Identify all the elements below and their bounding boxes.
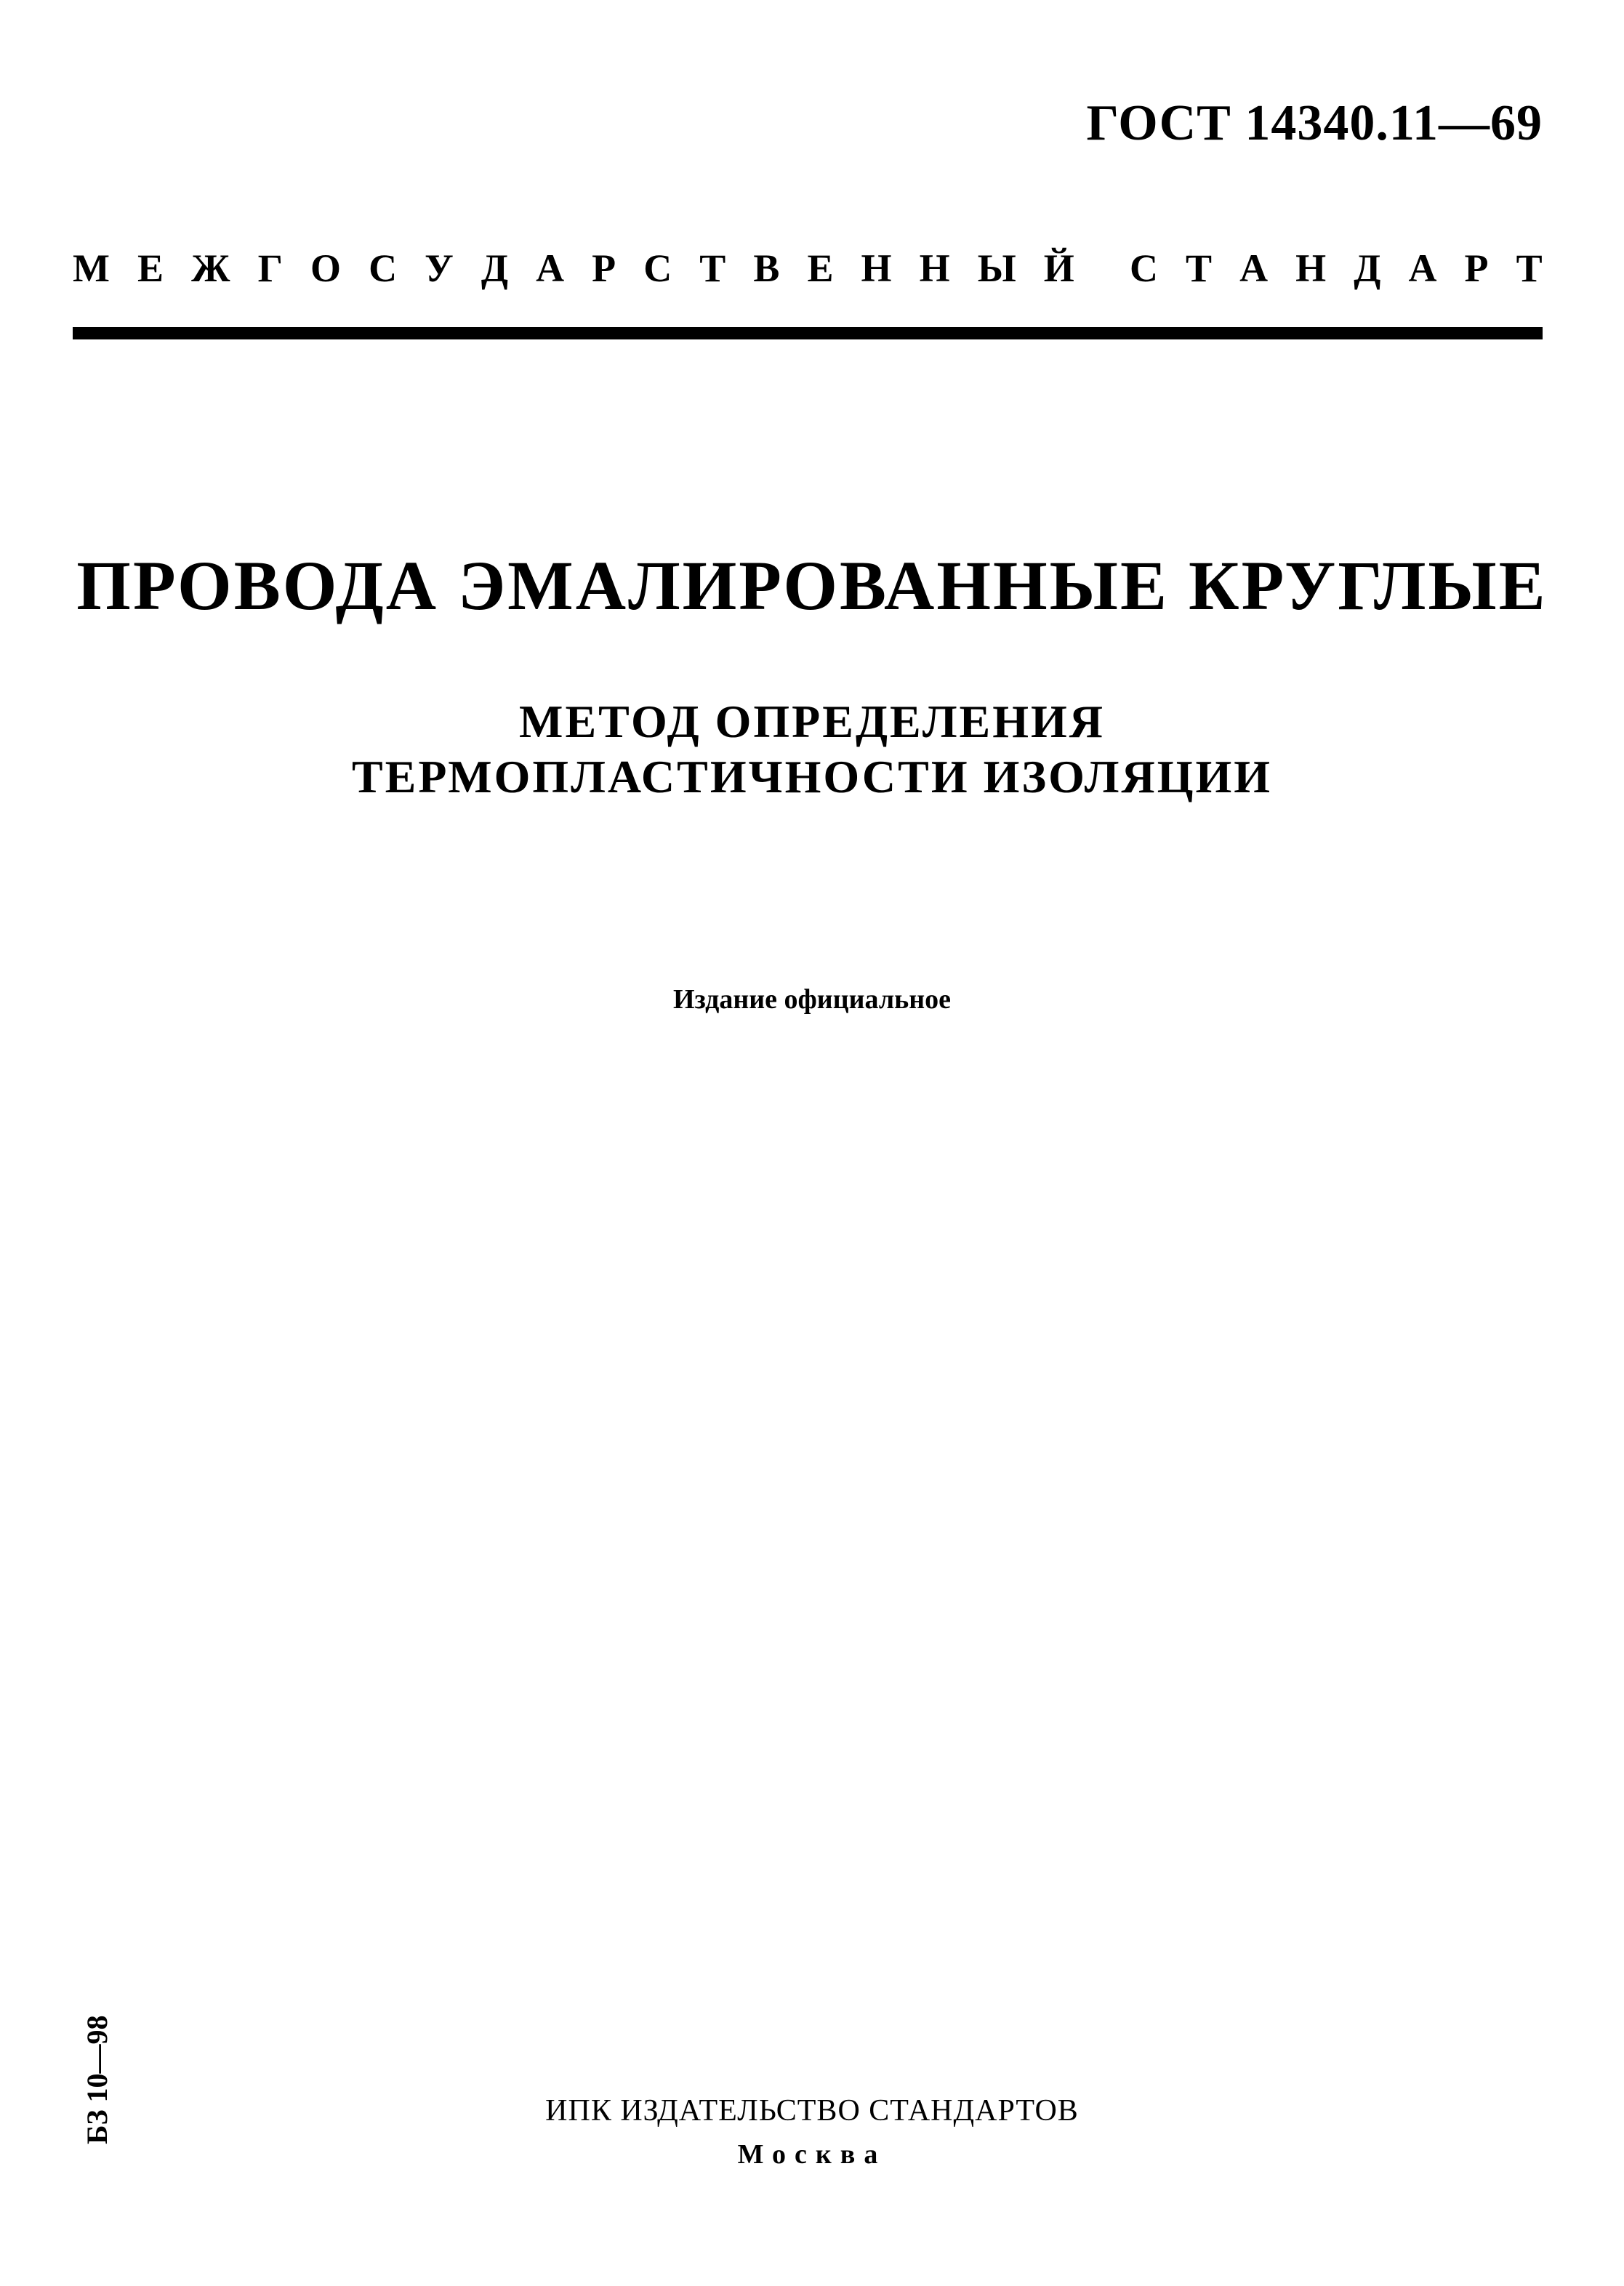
standard-type-letter: С	[643, 246, 672, 290]
standard-type-heading	[73, 246, 1543, 290]
standard-type-letter: Е	[137, 246, 164, 290]
page-subtitle	[0, 694, 1624, 805]
publisher-name: ИПК ИЗДАТЕЛЬСТВО СТАНДАРТОВ	[545, 2094, 1079, 2128]
standard-type-letter: Н	[861, 246, 892, 290]
standard-type-letter: Ж	[191, 246, 230, 290]
standard-type-letter: Й	[1043, 246, 1074, 290]
standard-type-letter: Р	[1464, 246, 1489, 290]
subtitle-line-1: МЕТОД ОПРЕДЕЛЕНИЯ	[519, 696, 1105, 747]
page-title: ПРОВОДА ЭМАЛИРОВАННЫЕ КРУГЛЫЕ	[76, 547, 1548, 624]
standard-type-letter: У	[425, 246, 454, 290]
standard-type-letter: Н	[1295, 246, 1327, 290]
standard-type-letter: С	[1129, 246, 1158, 290]
subtitle-line-2: ТЕРМОПЛАСТИЧНОСТИ ИЗОЛЯЦИИ	[351, 751, 1273, 802]
side-code: БЗ 10—98	[81, 2015, 113, 2144]
standard-type-letter: Р	[592, 246, 616, 290]
standard-type-letter: Г	[257, 246, 283, 290]
edition-label: Издание официальное	[672, 984, 951, 1015]
gost-code: ГОСТ 14340.11—69	[1086, 95, 1543, 151]
standard-type-letter: Д	[1354, 246, 1381, 290]
publisher-city: Москва	[737, 2139, 887, 2170]
standard-type-letter: Т	[1516, 246, 1543, 290]
standard-type-letter: О	[310, 246, 342, 290]
standard-type-letter: Ы	[977, 246, 1016, 290]
standard-type-letter: М	[73, 246, 110, 290]
standard-type-letter: А	[1239, 246, 1269, 290]
header-divider	[73, 327, 1543, 339]
standard-type-letter: Т	[699, 246, 726, 290]
standard-type-letter: А	[1408, 246, 1437, 290]
standard-type-letter: Е	[807, 246, 834, 290]
standard-type-letter: С	[369, 246, 398, 290]
standard-type-letter: А	[536, 246, 565, 290]
standard-type-letter: Д	[481, 246, 509, 290]
standard-type-letter: В	[753, 246, 780, 290]
standard-type-letter: Т	[1186, 246, 1213, 290]
standard-type-letter: Н	[919, 246, 950, 290]
